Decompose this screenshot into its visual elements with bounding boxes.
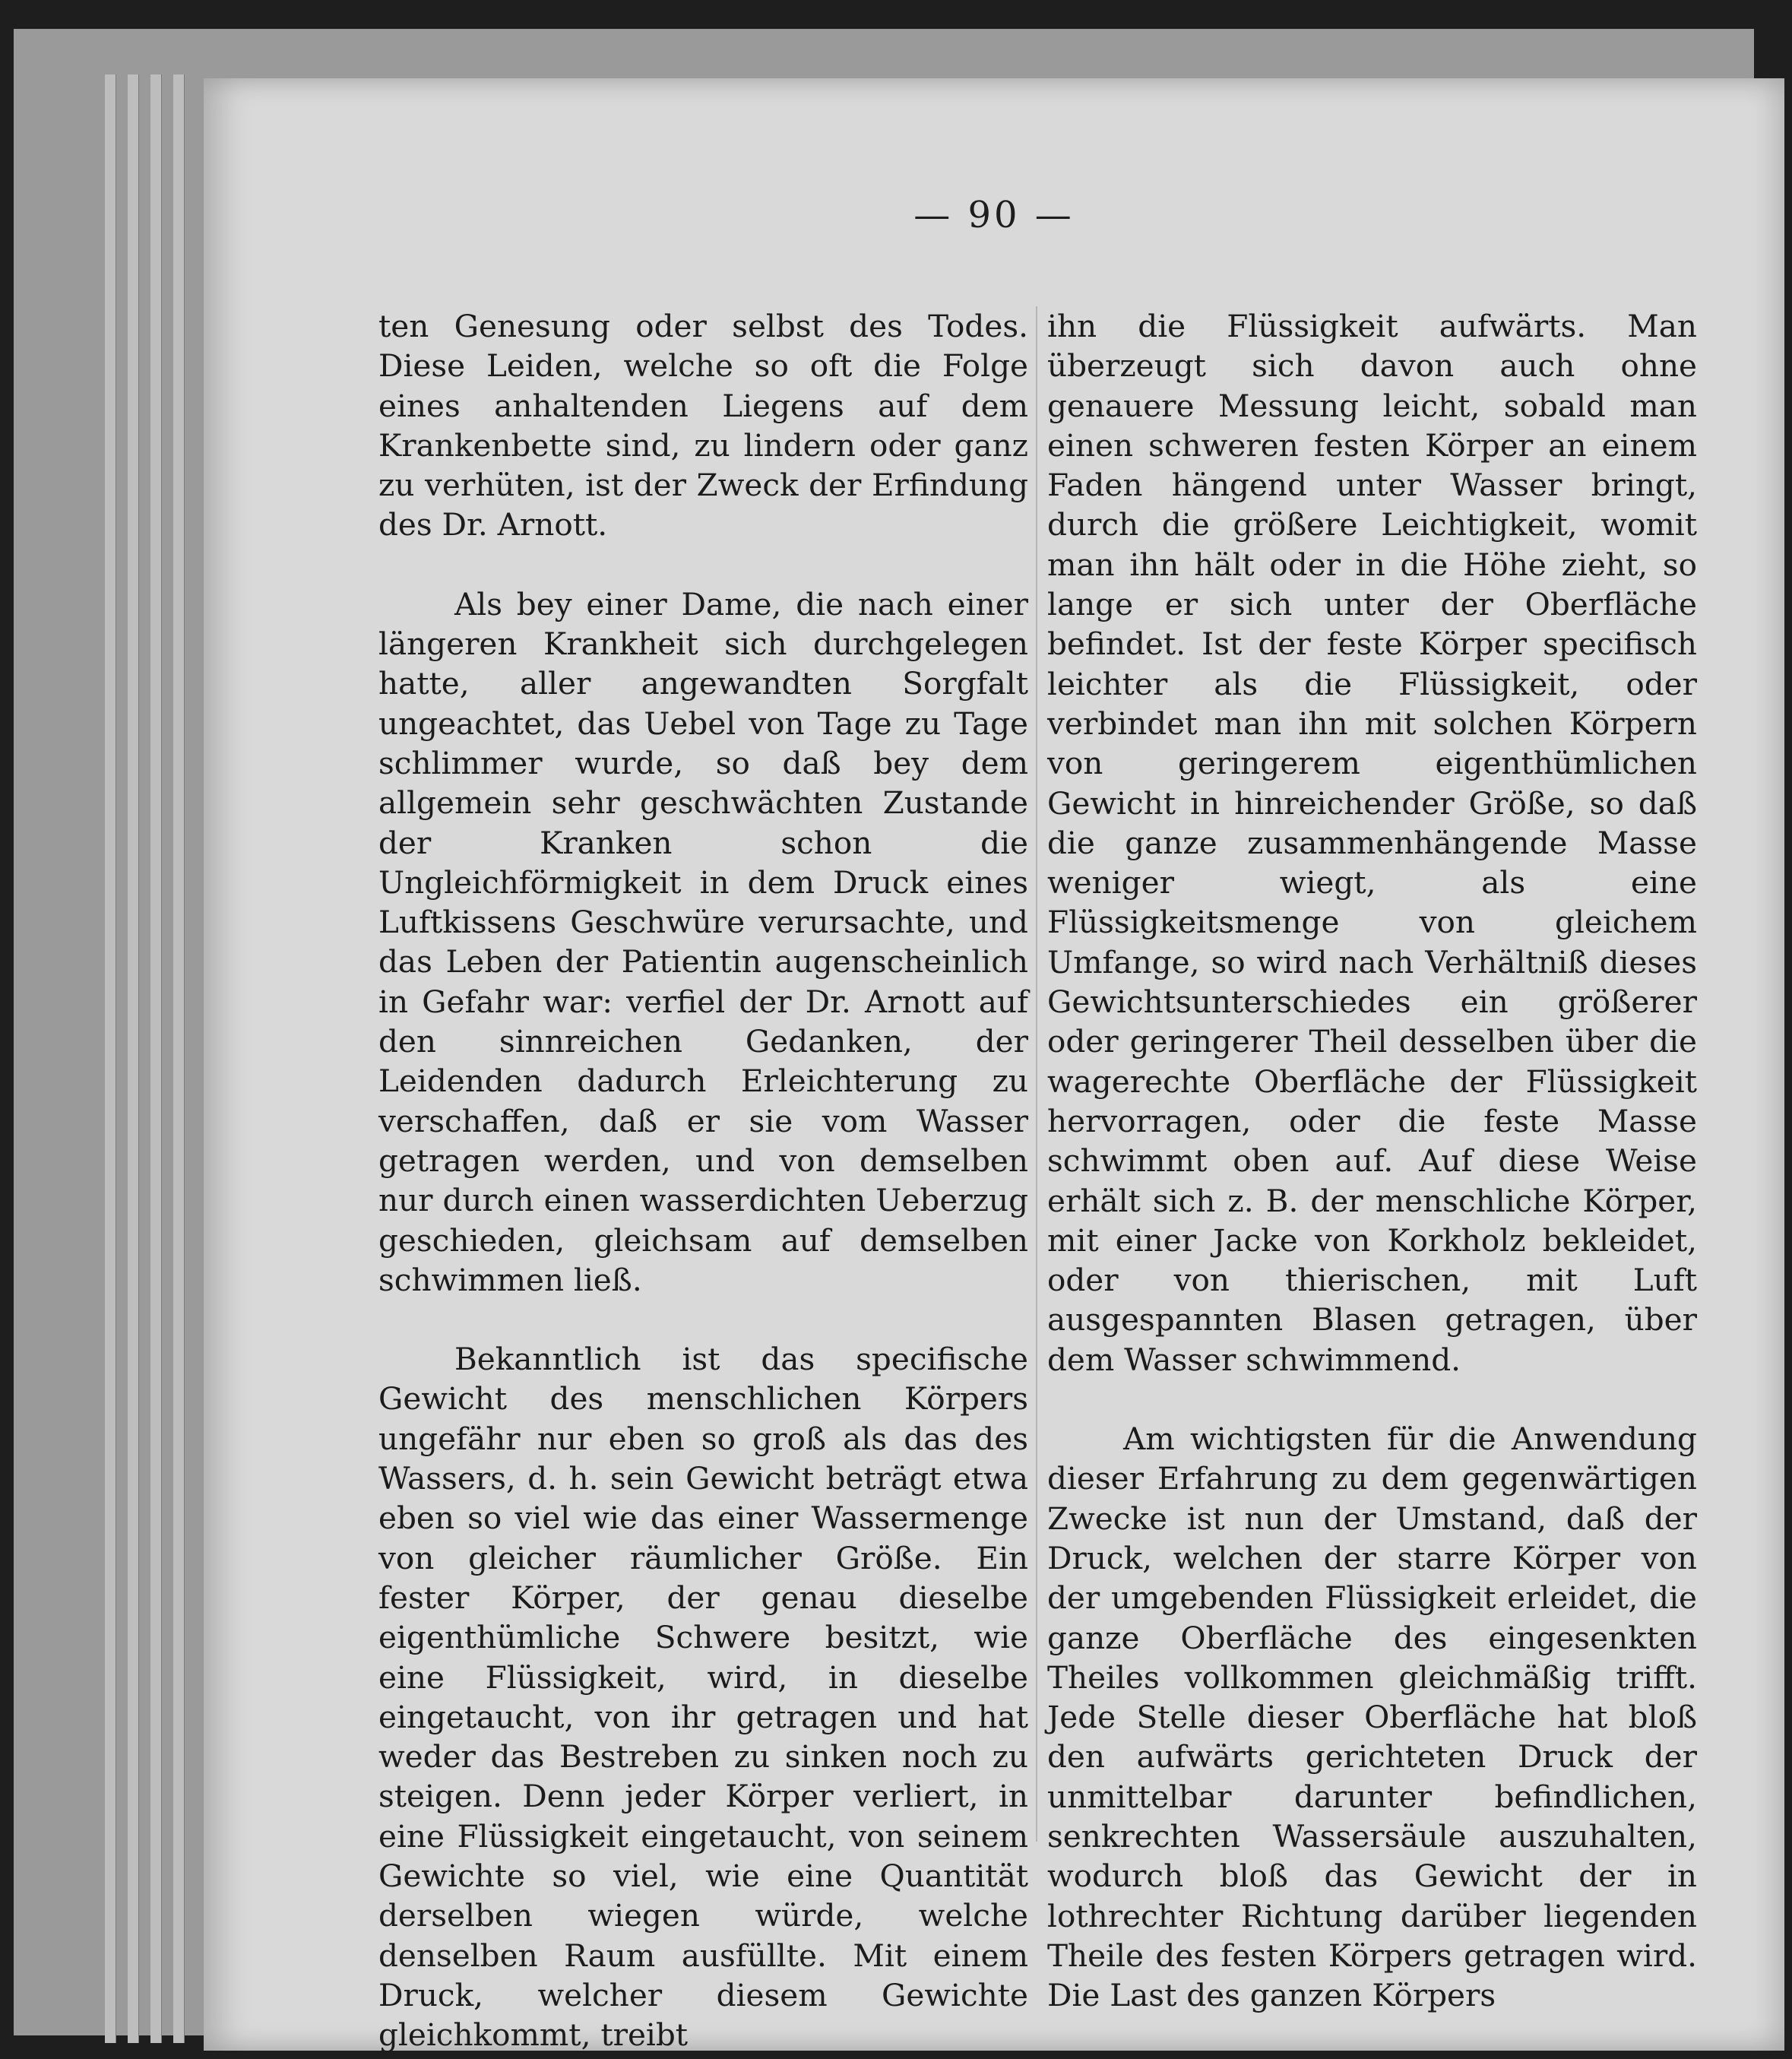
paragraph: Bekanntlich ist das specifische Gewicht des menschlichen Körpers ungefähr nur eben so groß als das des Wassers, d. h. sein Gewicht beträgt etwa eben so viel wie das einer Wassermenge von gleicher räumlicher Größe. Ein fester Körper, der genau dieselbe eigenthümliche Schwere besitzt, wie eine Flüssigkeit, wird, in dieselbe eingetaucht, von ihr getragen und hat weder das Bestreben zu sinken noch zu steigen. Denn jeder Körper verliert, in eine Flüssigkeit eingetaucht, von seinem Gewichte so viel, wie eine Quantität derselben wiegen würde, welche denselben Raum ausfüllte. Mit einem Druck, welcher diesem Gewichte gleichkommt, treibt — [378, 1341, 1028, 2054]
book-page-stack — [14, 29, 1754, 2054]
page-edge — [150, 74, 162, 2043]
book-page — [204, 78, 1784, 2054]
left-text-column — [378, 306, 1028, 2054]
column-divider — [1036, 306, 1037, 1842]
paragraph: Als bey einer Dame, die nach einer längeren Krankheit sich durchgelegen hatte, aller angewandten Sorgfalt ungeachtet, das Uebel von Tage zu Tage schlimmer wurde, so daß bey dem allgemein sehr geschwächten Zustande der Kranken schon die Ungleichförmigkeit in dem Druck eines Luftkissens Geschwüre verursachte, und das Leben der Patientin augenscheinlich in Gefahr war: verfiel der Dr. Arnott auf den sinnreichen Gedanken, der Leidenden dadurch Erleichterung zu verschaffen, daß er sie vom Wasser getragen werden, und von demselben nur durch einen wasserdichten Ueberzug geschieden, gleichsam auf demselben schwimmen ließ. — [378, 585, 1028, 1298]
right-text-column — [1047, 306, 1697, 2015]
page-edge — [128, 74, 139, 2043]
page-edge — [173, 74, 185, 2043]
paragraph: ten Genesung oder selbst des Todes. Diese Leiden, welche so oft die Folge eines anhaltenden Liegens auf dem Krankenbette sind, zu lindern oder ganz zu verhüten, ist der Zweck der Erfindung des Dr. Arnott. — [378, 308, 1028, 543]
paragraph: ihn die Flüssigkeit aufwärts. Man überzeugt sich davon auch ohne genauere Messung leicht, sobald man einen schweren festen Körper an einem Faden hängend unter Wasser bringt, durch die größere Leichtigkeit, womit man ihn hält oder in die Höhe zieht, so lange er sich unter der Oberfläche befindet. Ist der feste Körper specifisch leichter als die Flüssigkeit, oder verbindet man ihn mit solchen Körpern von geringerem eigenthümlichen Gewicht in hinreichender Größe, so daß die ganze zusammenhängende Masse weniger wiegt, als eine Flüssigkeitsmenge von gleichem Umfange, so wird nach Verhältniß dieses Gewichtsunterschiedes ein größerer oder geringerer Theil desselben über die wagerechte Oberfläche der Flüssigkeit hervorragen, oder die feste Masse schwimmt oben auf. Auf diese Weise erhält sich z. B. der menschliche Körper, mit einer Jacke von Korkholz bekleidet, oder von thierischen, mit Luft ausgespannten Blasen getragen, über dem Wasser schwimmend. — [1047, 308, 1697, 1378]
page-edge — [105, 74, 116, 2043]
paragraph: Am wichtigsten für die Anwendung dieser Erfahrung zu dem gegenwärtigen Zwecke ist nun der Umstand, daß der Druck, welchen der starre Körper von der umgebenden Flüssigkeit erleidet, die ganze Oberfläche des eingesenkten Theiles vollkommen gleichmäßig trifft. Jede Stelle dieser Oberfläche hat bloß den aufwärts gerichteten Druck der unmittelbar darunter befindlichen, senkrechten Wassersäule auszuhalten, wodurch bloß das Gewicht der in lothrechter Richtung darüber liegenden Theile des festen Körpers getragen wird. Die Last des ganzen Körpers — [1047, 1421, 1697, 2014]
page-number: — 90 — — [913, 194, 1075, 236]
